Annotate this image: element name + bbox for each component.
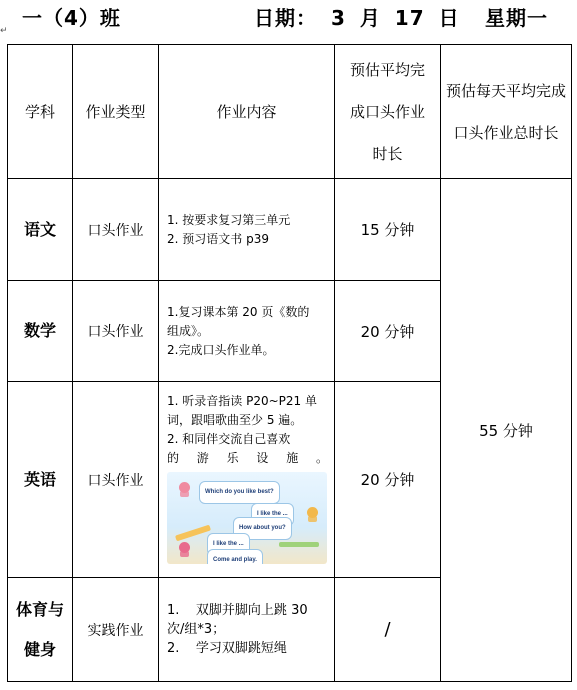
type-cell: 口头作业 (73, 382, 159, 578)
content-cell: 1. 双脚并脚向上跳 30 次/组*3； 2. 学习双脚跳短绳 (159, 578, 335, 682)
class-name: 一（4）班 (22, 6, 121, 30)
page-header (0, 0, 577, 34)
time-cell: 20 分钟 (335, 382, 441, 578)
header-total-time: 预估每天平均完成 口头作业总时长 (441, 45, 572, 179)
time-cell: 20 分钟 (335, 281, 441, 382)
speech-bubble: How about you? (233, 517, 292, 540)
weekday-label: 星期一 (485, 6, 548, 30)
header-type: 作业类型 (73, 45, 159, 179)
subject-cell: 体育与 健身 (8, 578, 73, 682)
time-cell: / (335, 578, 441, 682)
boy-avatar-icon (307, 507, 318, 518)
grass-shape (279, 542, 319, 547)
slide-shape (175, 524, 211, 541)
margin-mark-icon: ↵ (0, 26, 8, 36)
time-cell: 15 分钟 (335, 179, 441, 281)
date-label: 日期： 3 月 17 日 (254, 6, 460, 30)
girl-avatar-icon (179, 542, 190, 553)
header-subject: 学科 (8, 45, 73, 179)
type-cell: 口头作业 (73, 281, 159, 382)
table-row (8, 179, 572, 281)
subject-cell: 数学 (8, 281, 73, 382)
girl-avatar-icon (179, 482, 190, 493)
speech-bubble: Come and play. (207, 549, 263, 564)
header-avg-time: 预估平均完 成口头作业 时长 (335, 45, 441, 179)
homework-table (7, 44, 572, 682)
type-cell: 口头作业 (73, 179, 159, 281)
content-cell: 1.复习课本第 20 页《数的 组成》。 2.完成口头作业单。 (159, 281, 335, 382)
table-header-row (8, 45, 572, 179)
header-content: 作业内容 (159, 45, 335, 179)
speech-bubble: Which do you like best? (199, 481, 280, 504)
speech-bubble: I like the ... (207, 533, 250, 556)
subject-cell: 语文 (8, 179, 73, 281)
dialog-illustration (167, 472, 327, 564)
speech-bubble: I like the ... (251, 503, 294, 526)
subject-cell: 英语 (8, 382, 73, 578)
content-cell: 1. 按要求复习第三单元 2. 预习语文书 p39 (159, 179, 335, 281)
total-time-cell: 55 分钟 (441, 179, 572, 682)
type-cell: 实践作业 (73, 578, 159, 682)
content-cell: 1. 听录音指读 P20~P21 单 词，跟唱歌曲至少 5 遍。 2. 和同伴交流自己喜欢 的 游 乐 设 施 。 Which do you like best? I like the ... How about you? I like the ... Come and play. (159, 382, 335, 578)
